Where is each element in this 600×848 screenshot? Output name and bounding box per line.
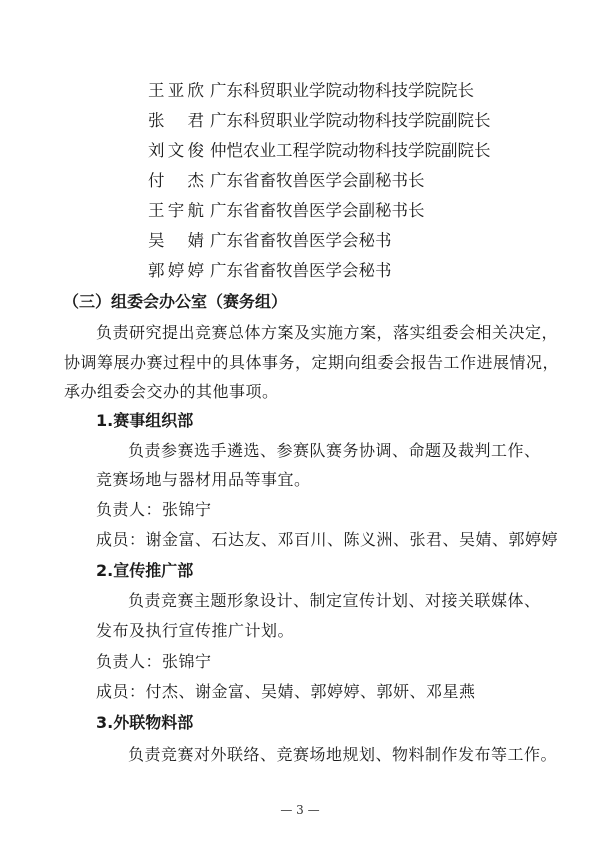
subsection-heading: 2.宣传推广部 (96, 561, 194, 580)
member-title: 广东省畜牧兽医学会秘书 (210, 261, 392, 280)
subsection-members: 成员：付杰、谢金富、吴婧、郭婷婷、郭妍、邓星燕 (96, 682, 476, 701)
member-row (148, 110, 491, 132)
member-row (148, 200, 425, 222)
member-name: 付 杰 (148, 171, 204, 190)
member-title: 广东省畜牧兽医学会秘书 (210, 231, 392, 250)
subsection-heading: 3.外联物料部 (96, 713, 194, 732)
member-name: 郭婷婷 (148, 261, 204, 280)
subsection-heading: 1.赛事组织部 (96, 411, 194, 430)
member-title: 广东省畜牧兽医学会副秘书长 (210, 171, 425, 190)
member-title: 仲恺农业工程学院动物科技学院副院长 (210, 141, 491, 160)
member-row (148, 170, 425, 192)
subsection-paragraph-line: 竞赛场地与器材用品等事宜。 (96, 470, 311, 489)
member-row (148, 140, 491, 162)
subsection-paragraph-line: 负责竞赛主题形象设计、制定宣传计划、对接关联媒体、 (128, 591, 541, 610)
section-paragraph-line: 协调筹展办赛过程中的具体事务，定期向组委会报告工作进展情况， (64, 353, 560, 372)
member-name: 王宇航 (148, 201, 204, 220)
subsection-leader: 负责人：张锦宁 (96, 500, 212, 519)
subsection-paragraph-line: 发布及执行宣传推广计划。 (96, 621, 295, 640)
member-name: 王亚欣 (148, 81, 204, 100)
member-title: 广东省畜牧兽医学会副秘书长 (210, 201, 425, 220)
member-name: 张 君 (148, 111, 204, 130)
member-row (148, 230, 392, 252)
subsection-leader: 负责人：张锦宁 (96, 652, 212, 671)
subsection-paragraph-line: 负责竞赛对外联络、竞赛场地规划、物料制作发布等工作。 (128, 745, 558, 764)
member-row (148, 80, 474, 102)
member-row (148, 260, 392, 282)
member-name: 刘文俊 (148, 141, 204, 160)
section-paragraph-line: 负责研究提出竞赛总体方案及实施方案，落实组委会相关决定， (96, 323, 559, 342)
section-heading: （三）组委会办公室（赛务组） (63, 292, 288, 311)
member-title: 广东科贸职业学院动物科技学院院长 (210, 81, 474, 100)
subsection-members: 成员：谢金富、石达友、邓百川、陈义洲、张君、吴婧、郭婷婷 (96, 530, 559, 549)
member-name: 吴 婧 (148, 231, 204, 250)
page-number: — 3 — (280, 803, 320, 817)
member-title: 广东科贸职业学院动物科技学院副院长 (210, 111, 491, 130)
subsection-paragraph-line: 负责参赛选手遴选、参赛队赛务协调、命题及裁判工作、 (128, 441, 541, 460)
section-paragraph-line: 承办组委会交办的其他事项。 (64, 382, 279, 401)
